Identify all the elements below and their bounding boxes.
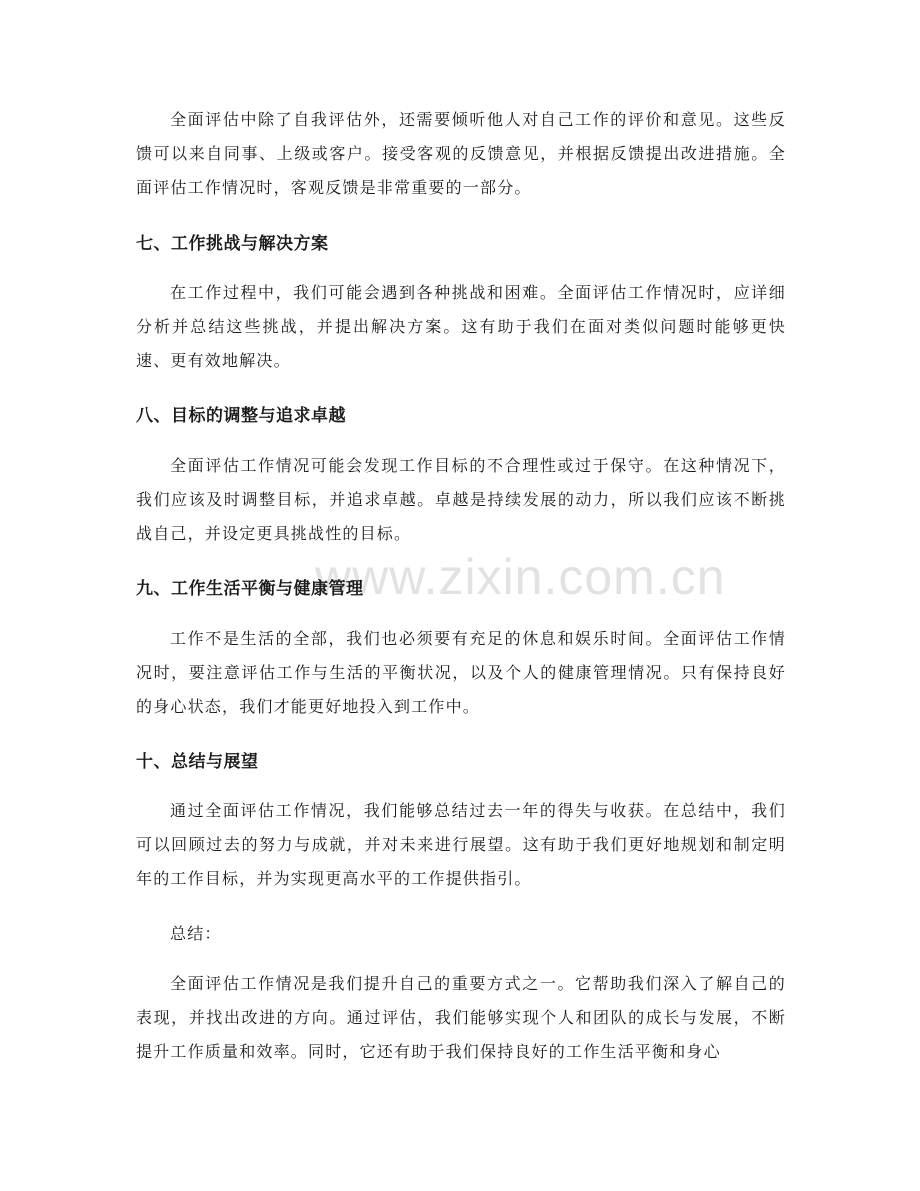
paragraph-challenges: 在工作过程中，我们可能会遇到各种挑战和困难。全面评估工作情况时，应详细分析并总结这些挑战，并提出解决方案。这有助于我们在面对类似问题时能够更快速、更有效地解决。 (136, 283, 786, 370)
heading-section-9: 九、工作生活平衡与健康管理 (136, 579, 364, 599)
paragraph-feedback: 全面评估中除了自我评估外，还需要倾听他人对自己工作的评价和意见。这些反馈可以来自同事、上级或客户。接受客观的反馈意见，并根据反馈提出改进措施。全面评估工作情况时，客观反馈是非常重要的一部分。 (136, 110, 786, 197)
paragraph-goals: 全面评估工作情况可能会发现工作目标的不合理性或过于保守。在这种情况下，我们应该及时调整目标，并追求卓越。卓越是持续发展的动力，所以我们应该不断挑战自己，并设定更具挑战性的目标。 (136, 456, 786, 543)
paragraph-summary: 全面评估工作情况是我们提升自己的重要方式之一。它帮助我们深入了解自己的表现，并找出改进的方向。通过评估，我们能够实现个人和团队的成长与发展，不断提升工作质量和效率。同时，它还有助于我们保持良好的工作生活平衡和身心 (136, 974, 786, 1061)
watermark: www.zixin.com.cn (315, 549, 726, 605)
summary-label: 总结： (170, 924, 222, 943)
heading-section-7: 七、工作挑战与解决方案 (136, 234, 329, 254)
heading-section-8: 八、目标的调整与追求卓越 (136, 406, 346, 426)
paragraph-work-life-balance: 工作不是生活的全部，我们也必须要有充足的休息和娱乐时间。全面评估工作情况时，要注意评估工作与生活的平衡状况，以及个人的健康管理情况。只有保持良好的身心状态，我们才能更好地投入到工作中。 (136, 629, 786, 716)
heading-section-10: 十、总结与展望 (136, 752, 259, 772)
paragraph-outlook: 通过全面评估工作情况，我们能够总结过去一年的得失与收获。在总结中，我们可以回顾过去的努力与成就，并对未来进行展望。这有助于我们更好地规划和制定明年的工作目标，并为实现更高水平的工作提供指引。 (136, 801, 786, 888)
